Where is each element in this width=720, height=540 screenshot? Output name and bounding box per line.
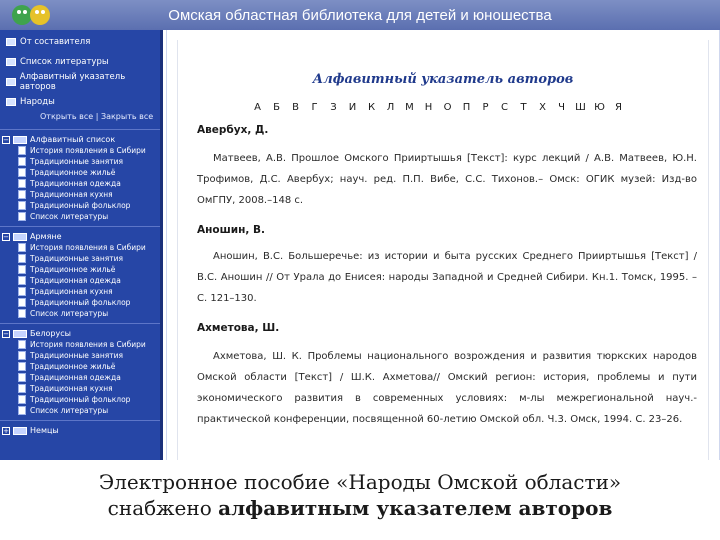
divider [0, 323, 160, 324]
author-heading: Авербух, Д. [197, 124, 269, 136]
caption-line-1: Электронное пособие «Народы Омской области» [98, 470, 622, 494]
letter-link[interactable]: М [405, 102, 414, 113]
tree-item[interactable]: Традиционный фольклор [0, 394, 160, 405]
top-banner [0, 0, 720, 30]
author-heading: Ахметова, Ш. [197, 322, 280, 334]
sidebar-link-author-index[interactable]: Алфавитный указатель авторов [0, 74, 160, 90]
document-icon [18, 362, 26, 371]
banner-title: Омская областная библиотека для детей и юношества [168, 6, 552, 24]
tree-item[interactable]: История появления в Сибири [0, 242, 160, 253]
tree-item[interactable]: Традиционная одежда [0, 372, 160, 383]
main-content [166, 30, 720, 460]
document-icon [18, 190, 26, 199]
divider [0, 226, 160, 227]
letter-link[interactable]: О [443, 102, 452, 113]
document-icon [18, 373, 26, 382]
open-all-button[interactable]: Открыть все [40, 112, 94, 121]
bibliography-entry: Аношин, В.С. Большеречье: из истории и быта русских Среднего Прииртышья [Текст] / В.С. Аношин // От Урала до Енисея: народы Западной и Средней Сибири. Кн.1. Томск, 1995. – С. 121–130. [197, 251, 697, 304]
document-icon [18, 287, 26, 296]
divider [0, 129, 160, 130]
page-icon [6, 78, 16, 86]
content-frame [177, 40, 709, 460]
tree-item[interactable]: Традиционная кухня [0, 189, 160, 200]
document-icon [18, 179, 26, 188]
page-icon [6, 58, 16, 66]
tree-item[interactable]: Традиционное жильё [0, 264, 160, 275]
document-icon [18, 406, 26, 415]
document-icon [18, 384, 26, 393]
library-logo-icon [10, 1, 54, 29]
page-title: Алфавитный указатель авторов [312, 72, 574, 87]
tree-item[interactable]: Традиционная одежда [0, 275, 160, 286]
tree-item[interactable]: Список литературы [0, 405, 160, 416]
letter-link[interactable]: Т [520, 102, 527, 113]
tree-item[interactable]: Традиционное жильё [0, 167, 160, 178]
folder-icon [13, 233, 27, 241]
letter-link[interactable]: Ш [575, 102, 586, 113]
folder-icon [13, 427, 27, 435]
tree-item[interactable]: Список литературы [0, 211, 160, 222]
page-icon [6, 98, 16, 106]
letter-link[interactable]: П [462, 102, 471, 113]
sidebar-link-peoples[interactable]: Народы [0, 94, 160, 110]
document-icon [18, 146, 26, 155]
tree-item[interactable]: Традиционные занятия [0, 253, 160, 264]
letter-link[interactable]: Р [482, 102, 489, 113]
caption-emphasis: алфавитным указателем авторов [218, 496, 613, 520]
tree-item[interactable]: Традиционное жильё [0, 361, 160, 372]
letter-link[interactable]: А [254, 102, 261, 113]
document-icon [18, 309, 26, 318]
minus-icon: − [3, 232, 9, 241]
caption-prefix: снабжено [107, 496, 219, 520]
letter-link[interactable]: Н [424, 102, 433, 113]
sidebar-link-from-compiler[interactable]: От составителя [0, 34, 160, 50]
letter-link[interactable]: С [501, 102, 508, 113]
folder-icon [13, 136, 27, 144]
document-icon [18, 254, 26, 263]
letter-link[interactable]: И [348, 102, 357, 113]
document-icon [18, 168, 26, 177]
tree-folder-belarusians[interactable]: − Белорусы [3, 329, 71, 338]
close-all-button[interactable]: Закрыть все [100, 112, 154, 121]
document-icon [18, 298, 26, 307]
letter-link[interactable]: В [292, 102, 299, 113]
document-icon [18, 276, 26, 285]
tree-folder-germans[interactable]: + Немцы [3, 426, 59, 435]
document-icon [18, 265, 26, 274]
letter-link[interactable]: Я [615, 102, 622, 113]
tree-folder-alphabetic[interactable]: − Алфавитный список [3, 135, 116, 144]
tree-item[interactable]: Традиционный фольклор [0, 200, 160, 211]
bibliography-entry: Матвеев, А.В. Прошлое Омского Прииртышья [Текст]: курс лекций / А.В. Матвеев, Ю.Н. Трофимов, Д.С. Авербух; науч. ред. П.П. Вибе, С.С. Тихонов.– Омск: ОГИК музей: Изд-во ОмГПУ, 2008.–148 с. [197, 153, 697, 206]
letter-link[interactable]: Ч [558, 102, 565, 113]
tree-item[interactable]: Традиционные занятия [0, 350, 160, 361]
separator: | [95, 112, 99, 121]
letter-link[interactable]: К [367, 102, 376, 113]
letter-link[interactable]: Б [273, 102, 280, 113]
sidebar [0, 30, 163, 460]
caption-line-2 [0, 496, 720, 520]
alphabet-nav [248, 102, 628, 113]
document-icon [18, 395, 26, 404]
tree-item[interactable]: История появления в Сибири [0, 339, 160, 350]
document-icon [18, 340, 26, 349]
letter-link[interactable]: З [330, 102, 337, 113]
tree-controls [0, 112, 160, 121]
tree-item[interactable]: Традиционная кухня [0, 383, 160, 394]
letter-link[interactable]: Х [539, 102, 546, 113]
tree-item[interactable]: Список литературы [0, 308, 160, 319]
tree-item[interactable]: Традиционная одежда [0, 178, 160, 189]
slide-caption [0, 460, 720, 540]
document-icon [18, 201, 26, 210]
document-icon [18, 351, 26, 360]
author-heading: Аношин, В. [197, 224, 265, 236]
document-icon [18, 243, 26, 252]
letter-link[interactable]: Г [311, 102, 318, 113]
page-icon [6, 38, 16, 46]
bibliography-entry: Ахметова, Ш. К. Проблемы национального возрождения и развития тюркских народов Омской области [Текст] / Ш.К. Ахметова// Омский регион: история, проблемы и пути экономического развития в современных условиях: м-лы межрегиональной науч.-практической конференции, посвященной 60-летию Омской обл. Ч.3. Омск, 1994. С. 23–26. [197, 351, 697, 425]
tree-folder-armenians[interactable]: − Армяне [3, 232, 62, 241]
document-icon [18, 157, 26, 166]
minus-icon: − [3, 135, 9, 144]
folder-icon [13, 330, 27, 338]
tree-item[interactable]: Традиционные занятия [0, 156, 160, 167]
letter-link[interactable]: Ю [594, 102, 605, 113]
letter-link[interactable]: Л [386, 102, 395, 113]
sidebar-link-literature[interactable]: Список литературы [0, 54, 160, 70]
tree-item[interactable]: Традиционная кухня [0, 286, 160, 297]
divider [0, 420, 160, 421]
minus-icon: − [3, 329, 9, 338]
tree-item[interactable]: История появления в Сибири [0, 145, 160, 156]
tree-item[interactable]: Традиционный фольклор [0, 297, 160, 308]
document-icon [18, 212, 26, 221]
plus-icon: + [3, 426, 9, 435]
